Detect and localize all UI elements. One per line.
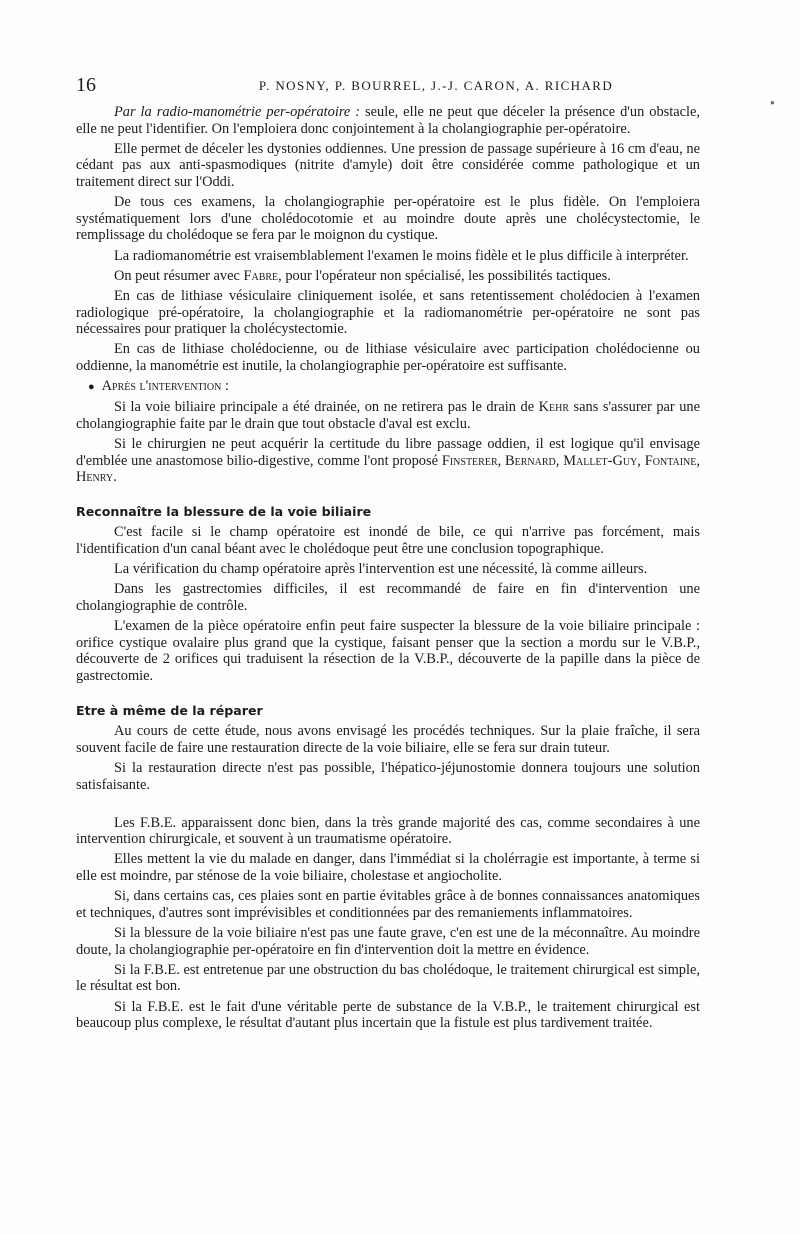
author-name: Kehr <box>538 399 570 416</box>
paragraph <box>76 268 700 285</box>
page-header <box>76 74 716 96</box>
paragraph: Au cours de cette étude, nous avons envisagé les procédés techniques. Sur la plaie fraîche, il sera souvent facile de faire une restauration directe de la voie biliaire, elle se fera sur drain tuteur. <box>76 723 700 756</box>
paragraph: Si la restauration directe n'est pas possible, l'hépatico-jéjunostomie donnera toujours une solution satisfaisante. <box>76 759 700 793</box>
article-body <box>76 104 700 1035</box>
paragraph: La radiomanométrie est vraisemblablement l'examen le moins fidèle et le plus difficile à interpréter. <box>114 247 689 264</box>
paragraph: C'est facile si le champ opératoire est inondé de bile, ce qui n'arrive pas forcément, mais l'identification d'un canal béant avec le cholédoque peut être une conclusion topographique. <box>76 524 700 557</box>
bullet-icon: ● <box>88 381 95 394</box>
page-number: 16 <box>76 74 96 96</box>
paragraph: De tous ces examens, la cholangiographie per-opératoire est le plus fidèle. On l'emploiera systématiquement lors d'une cholédocotomie et au moindre doute après une cholécystectomie, le remplissage du cholédoque se fera par le moignon du cystique. <box>76 194 700 244</box>
paragraph-text: . <box>113 469 117 486</box>
bullet-text: Après l'intervention : <box>101 378 229 395</box>
paragraph: Si, dans certains cas, ces plaies sont en partie évitables grâce à de bonnes connaissances anatomiques et techniques, d'autres sont imprévisibles et conditionnées par des remaniements inflammatoires. <box>76 888 700 921</box>
bullet-subheading <box>76 378 700 396</box>
paragraph: En cas de lithiase cholédocienne, ou de lithiase vésiculaire avec participation cholédocienne ou oddienne, la manométrie est inutile, la cholangiographie per-opératoire est suffisante. <box>76 341 700 374</box>
author-names: Finsterer, Bernard, Mallet-Guy, Fontaine, Henry <box>76 452 700 486</box>
italic-lead: Par la radio-manométrie per-opératoire : <box>114 104 361 120</box>
paragraph: Dans les gastrectomies difficiles, il est recommandé de faire en fin d'intervention une cholangiographie de contrôle. <box>76 581 700 614</box>
paragraph: Si la F.B.E. est entretenue par une obstruction du bas cholédoque, le traitement chirurgical est simple, le résultat est bon. <box>76 961 700 995</box>
paragraph-text: On peut résumer avec <box>114 267 244 284</box>
paragraph: Si la blessure de la voie biliaire n'est pas une faute grave, c'en est une de la méconnaître. Au moindre doute, la cholangiographie per-opératoire en fin d'intervention doit la mettre en évidence. <box>76 925 700 958</box>
margin-mark-icon: ● <box>770 98 775 107</box>
paragraph: Si la F.B.E. est le fait d'une véritable perte de substance de la V.B.P., le traitement chirurgical est beaucoup plus complexe, le résultat d'autant plus incertain que la fistule est plus tardivement traitée. <box>76 998 700 1032</box>
paragraph: Les F.B.E. apparaissent donc bien, dans la très grande majorité des cas, comme secondaires à une intervention chirurgicale, et souvent à un traumatisme opératoire. <box>76 814 700 848</box>
paragraph <box>76 104 700 137</box>
section-break <box>76 797 700 815</box>
paragraph: La vérification du champ opératoire après l'intervention est une nécessité, là comme ailleurs. <box>114 561 648 578</box>
paragraph: L'examen de la pièce opératoire enfin peut faire suspecter la blessure de la voie biliaire principale : orifice cystique ovalaire plus grand que la cystique, faisant penser que la section a mordu sur le V.B.P., découverte de 2 orifices qui traduisent la résection de la V.B.P., découverte de la papille dans la pièce de gastrectomie. <box>76 618 700 684</box>
paragraph: Elle permet de déceler les dystonies oddiennes. Une pression de passage supérieure à 16 cm d'eau, ne cédant pas aux anti-spasmodiques (nitrite d'amyle) doit être considérée comme pathologique et un traitement direct sur l'Oddi. <box>76 140 700 190</box>
paragraph-text: , pour l'opérateur non spécialisé, les possibilités tactiques. <box>278 267 611 284</box>
section-heading: Reconnaître la blessure de la voie biliaire <box>76 503 372 519</box>
author-name: Fabre <box>243 267 279 284</box>
paragraph: En cas de lithiase vésiculaire cliniquement isolée, et sans retentissement cholédocien à l'examen radiologique pré-opératoire, la cholangiographie et la radiomanométrie per-opératoire ne sont pas nécessaires pour pratiquer la cholécystectomie. <box>76 287 700 338</box>
paragraph: Elles mettent la vie du malade en danger, dans l'immédiat si la cholérragie est importante, à terme si elle est moindre, par sténose de la voie biliaire, cholestase et angiocholite. <box>76 851 700 885</box>
paragraph-text: sans s'assurer par une cholangiographie faite par le drain que tout obstacle d'aval est exclu. <box>76 399 701 432</box>
paragraph-text: seule, elle ne peut que déceler la présence d'un obstacle, elle ne peut l'identifier. On l'emploiera donc conjointement à la cholangiographie per-opératoire. <box>76 104 700 137</box>
paragraph <box>76 436 700 486</box>
paragraph-text: Si le chirurgien ne peut acquérir la certitude du libre passage oddien, il est logique qu'il envisage d'emblée une anastomose bilio-digestive, comme l'ont proposé <box>76 436 700 469</box>
running-head-authors: P. NOSNY, P. BOURREL, J.-J. CARON, A. RICHARD <box>258 78 614 93</box>
paragraph <box>76 399 700 432</box>
section-heading: Etre à même de la réparer <box>76 702 263 718</box>
paragraph-text: Si la voie biliaire principale a été drainée, on ne retirera pas le drain de <box>114 399 539 416</box>
